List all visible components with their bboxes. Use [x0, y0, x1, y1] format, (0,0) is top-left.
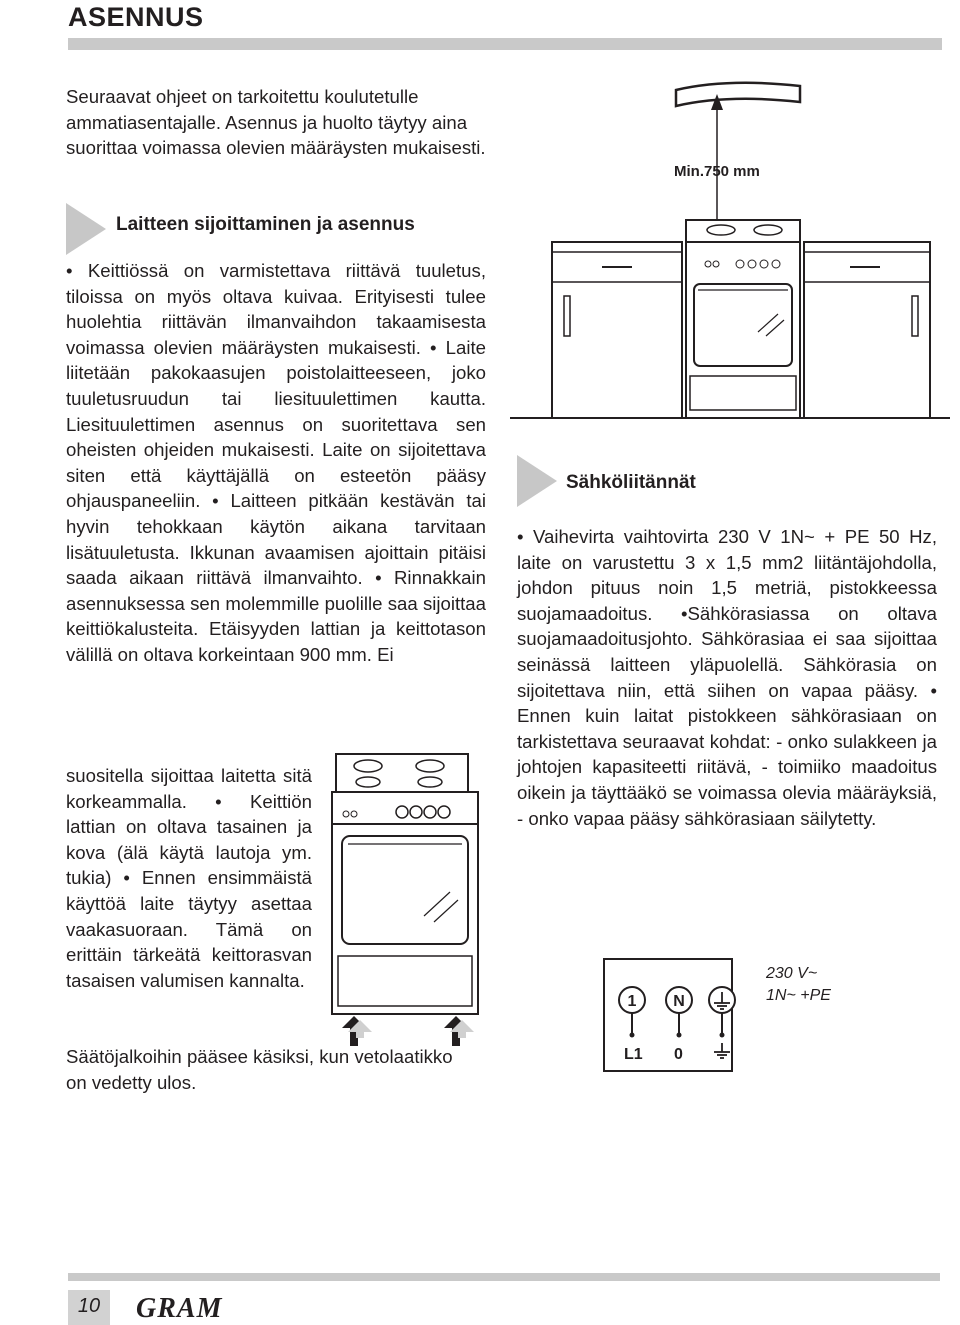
section-heading-electrical: Sähköliitännät — [566, 472, 696, 493]
phase-label: 1N~ +PE — [766, 987, 831, 1004]
installation-text-narrow: suositella sijoittaa laitetta sitä korkeammalla. • Keittiön lattian on oltava tasainen ja kova (älä käytä lautoja ym. tukia) • Ennen ensimmäistä käyttöä laite täytyy asettaa vaakasuoraan. Tämä on erittäin tärkeätä keittorasvan tasaisen valumisen kannalta. — [66, 765, 312, 991]
section-heading-installation: Laitteen sijoittaminen ja asennus — [116, 214, 415, 235]
intro-paragraph: Seuraavat ohjeet on tarkoitettu koulutetulle ammatiasentajalle. Asennus ja huolto täytyy aina suorittaa voimassa olevien määräysten mukaisesti. — [66, 86, 486, 159]
electrical-text: • Vaihevirta vaihtovirta 230 V 1N~ + PE 50 Hz, laite on varustettu 3 x 1,5 mm2 liitäntäjohdolla, johdon pituus noin 1,5 metriä, pistokkeessa suojamaadoitus. •Sähkörasiassa on oltava suojamaadoitusjohto. Sähkörasiaa ei saa sijoittaa seinässä laitteen yläpuolellä. Sähkörasia on sijoitettava niin, että siihen on vapaa pääsy. • Ennen kuin laitat pistokkeen sähkörasiaan on tarkistettava seuraavat kohdat: - onko sulakkeen ja johtojen kapasiteetti riitävä, - toimiiko maadoitus oikein ja täyttääkö se voimassa olevia määräyksiä, - onko vapaa pääsy sähkörasiaan säilytetty. — [517, 526, 937, 829]
installation-text-last: Säätöjalkoihin pääsee käsiksi, kun vetolaatikko on vedetty ulos. — [66, 1046, 453, 1093]
section-arrow-icon — [517, 455, 557, 507]
installation-text: • Keittiössä on varmistettava riittävä tuuletus, tiloissa on myös oltava kuivaa. Erityisesti tulee huolehtia riittävän ilmanvaihdon takaamisesta voimassa olevien määräysten mukaisesti. • Laite liitetään pakokaasujen poistolaitteeseen, joko tuuletusruudun tai liesituulettimen kautta. Liesituulettimen asennus on suoritettava sen oheisten ohjeiden mukaisesti. Laite on sijoitettava siten että käyttäjällä on esteetön pääsy ohjauspaneeliin. • Laitteen pitkään kestävän tai hyvin tehokkaan käytön aikana tarvitaan lisätuuletusta. Ikkunan avaamisen ajoittain pitäisi saada aikaan riittävä ilmanvaihto. • Rinnakkain asennuksessa sen molemmille puolille saa sijoittaa keittiökalusteita. Etäisyyden lattian ja keittotason välillä on oltava korkeintaan 900 mm. Ei — [66, 260, 486, 665]
voltage-label: 230 V~ — [766, 965, 818, 982]
terminal-n-label: N — [673, 993, 685, 1010]
terminal-1-label: 1 — [627, 993, 637, 1010]
section-arrow-icon — [66, 203, 106, 255]
page-number: 10 — [77, 1295, 101, 1317]
l1-label: L1 — [624, 1046, 643, 1063]
zero-label: 0 — [674, 1046, 683, 1063]
clearance-label: Min.750 mm — [674, 163, 760, 180]
title-rule — [68, 38, 942, 50]
brand-logo: GRAM — [136, 1293, 223, 1324]
page-title: ASENNUS — [68, 2, 204, 32]
header — [0, 0, 960, 44]
footer-rule — [68, 1273, 940, 1281]
hood-clearance-figure — [500, 70, 960, 490]
cooker-levelling-figure — [318, 746, 488, 1046]
wiring-diagram — [600, 955, 860, 1075]
